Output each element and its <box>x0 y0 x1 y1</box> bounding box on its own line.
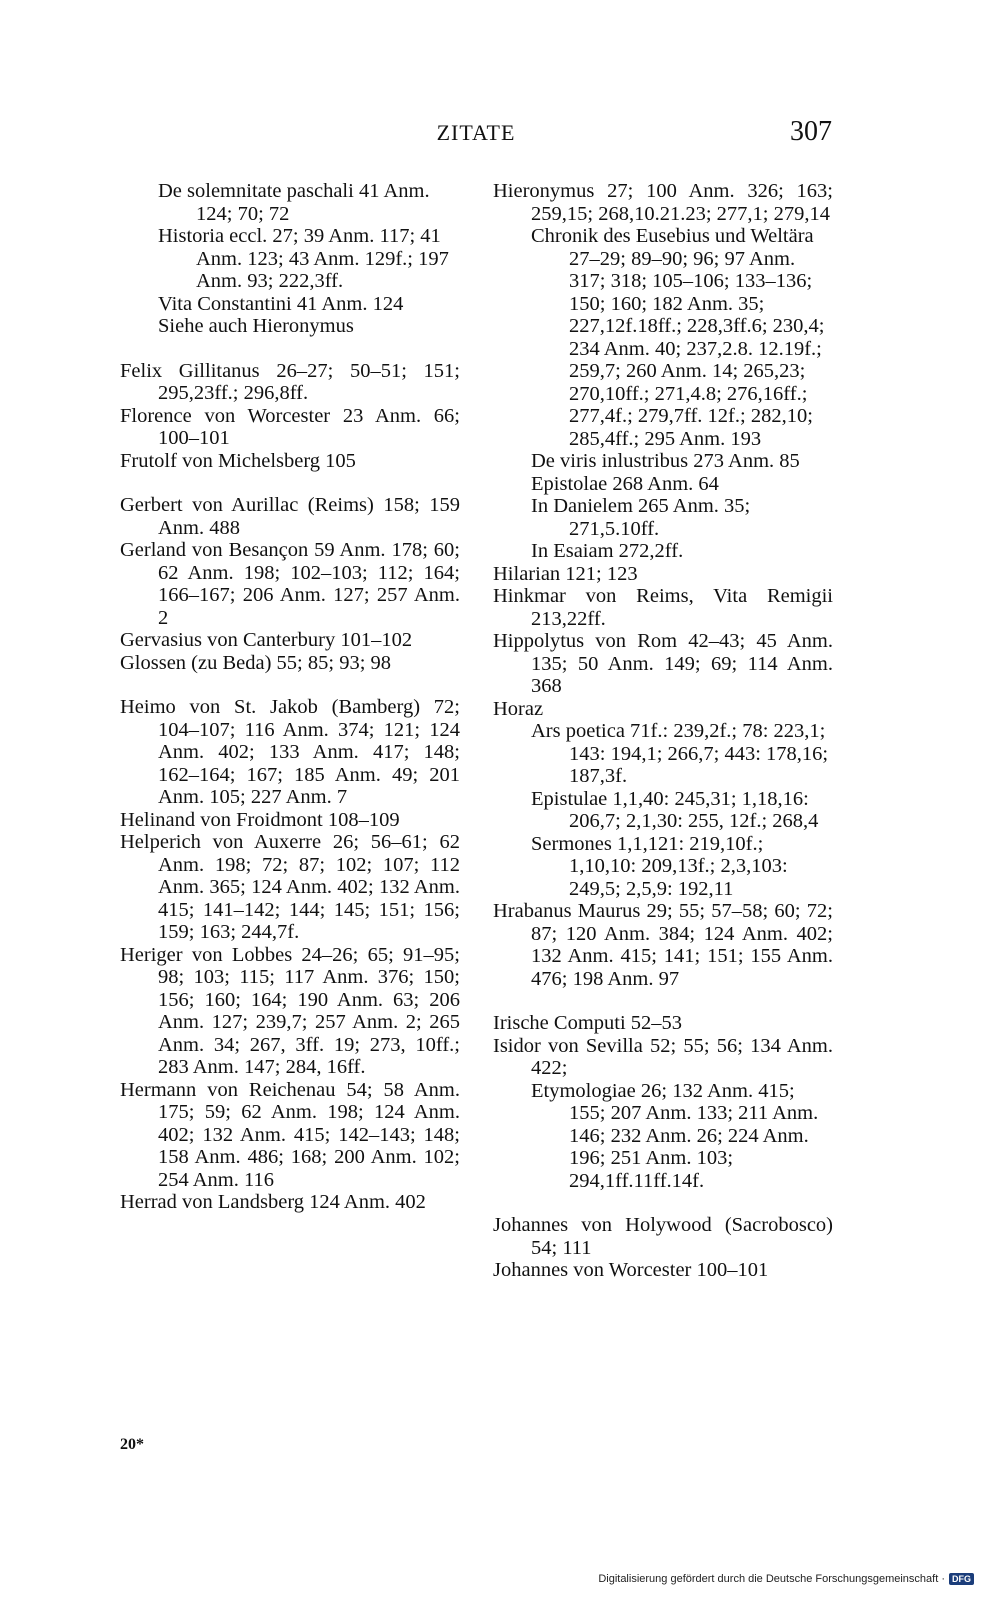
running-title: ZITATE <box>436 120 516 145</box>
index-entry: Hilarian 121; 123 <box>493 562 638 585</box>
entry-spacer <box>120 472 460 494</box>
index-entry: Gervasius von Canterbury 101–102 <box>120 629 413 651</box>
index-column-left <box>120 180 460 1214</box>
index-subentry-text: In Danielem 265 Anm. 35; 271,5.10ff. <box>531 495 751 540</box>
index-entry: Gerland von Besançon 59 Anm. 178; 60; 62 Anm. 198; 102–103; 112; 164; 166–167; 206 Anm. 127; 257 Anm. 2 <box>120 539 460 629</box>
index-subentry <box>493 720 833 788</box>
index-subentry-text: Historia eccl. 27; 39 Anm. 117; 41 Anm. 123; 43 Anm. 129f.; 197 Anm. 93; 222,3ff. <box>158 225 449 292</box>
index-subentry <box>493 225 833 450</box>
index-subentry <box>120 315 460 338</box>
index-subentry-text: Vita Constantini 41 Anm. 124 <box>158 292 404 315</box>
footer-text: Digitalisierung gefördert durch die Deutsche Forschungsgemeinschaft · <box>598 1573 945 1585</box>
index-subentry <box>120 293 460 316</box>
index-subentry-text: In Esaiam 272,2ff. <box>531 540 684 562</box>
index-entry: Florence von Worcester 23 Anm. 66; 100–101 <box>120 404 460 449</box>
entry-spacer <box>120 674 460 696</box>
index-entry: Herrad von Landsberg 124 Anm. 402 <box>120 1191 426 1213</box>
index-entry: Felix Gillitanus 26–27; 50–51; 151; 295,23ff.; 296,8ff. <box>120 359 460 404</box>
index-subentry-text: Sermones 1,1,121: 219,10f.; 1,10,10: 209,13f.; 2,3,103: 249,5; 2,5,9: 192,11 <box>531 832 788 900</box>
index-entry: Hrabanus Maurus 29; 55; 57–58; 60; 72; 87; 120 Anm. 384; 124 Anm. 402; 132 Anm. 415; 141; 151; 155 Anm. 476; 198 Anm. 97 <box>493 900 833 990</box>
index-entry: Glossen (zu Beda) 55; 85; 93; 98 <box>120 651 392 674</box>
dfg-logo: DFG <box>949 1573 974 1585</box>
index-subentry <box>493 1080 833 1193</box>
entry-spacer <box>120 338 460 360</box>
index-entry: Heriger von Lobbes 24–26; 65; 91–95; 98; 103; 115; 117 Anm. 376; 150; 156; 160; 164; 190 Anm. 63; 206 Anm. 127; 239,7; 257 Anm. 2; 265 Anm. 34; 267, 3ff. 19; 273, 10ff.; 283 Anm. 147; 284, 16ff. <box>120 943 460 1078</box>
index-entry: Hermann von Reichenau 54; 58 Anm. 175; 59; 62 Anm. 198; 124 Anm. 402; 132 Anm. 415; 142–143; 148; 158 Anm. 486; 168; 200 Anm. 102; 254 Anm. 116 <box>120 1078 460 1191</box>
digitization-footer <box>598 1573 974 1585</box>
index-subentry <box>493 833 833 901</box>
index-entry: Helperich von Auxerre 26; 56–61; 62 Anm. 198; 72; 87; 102; 107; 112 Anm. 365; 124 Anm. 402; 132 Anm. 415; 141–142; 144; 145; 151; 156; 159; 163; 244,7f. <box>120 831 460 943</box>
index-entry: Irische Computi 52–53 <box>493 1012 683 1034</box>
index-subentry <box>493 495 833 540</box>
index-subentry <box>493 450 833 473</box>
index-subentry <box>493 540 833 563</box>
entry-spacer <box>493 1192 833 1214</box>
index-subentry-text: Epistulae 1,1,40: 245,31; 1,18,16: 206,7; 2,1,30: 255, 12f.; 268,4 <box>531 787 819 832</box>
index-entry: Hippolytus von Rom 42–43; 45 Anm. 135; 50 Anm. 149; 69; 114 Anm. 368 <box>493 630 833 697</box>
index-subentry-text: Chronik des Eusebius und Weltära 27–29; 89–90; 96; 97 Anm. 317; 318; 105–106; 133–136; 150; 160; 182 Anm. 35; 227,12f.18ff.; 228,3ff.6; 230,4; 234 Anm. 40; 237,2.8. 12.19f.; 259,7; 260 Anm. 14; 265,23; 270,10ff.; 271,4.8; 276,16ff.; 277,4f.; 279,7ff. 12f.; 282,10; 285,4ff.; 295 Anm. 193 <box>531 225 825 450</box>
index-subentry-text: De solemnitate paschali 41 Anm. 124; 70; 72 <box>158 180 430 225</box>
index-entry: Johannes von Worcester 100–101 <box>493 1259 769 1281</box>
index-column-right <box>493 180 833 1282</box>
index-subentry <box>493 788 833 833</box>
index-subentry-text: Etymologiae 26; 132 Anm. 415; 155; 207 Anm. 133; 211 Anm. 146; 232 Anm. 26; 224 Anm. 196; 251 Anm. 103; 294,1ff.11ff.14f. <box>531 1079 819 1192</box>
page-header <box>120 114 832 154</box>
index-entry: Hinkmar von Reims, Vita Remigii 213,22ff. <box>493 585 833 630</box>
index-entry: Heimo von St. Jakob (Bamberg) 72; 104–107; 116 Anm. 374; 121; 124 Anm. 402; 133 Anm. 417; 148; 162–164; 167; 185 Anm. 49; 201 Anm. 105; 227 Anm. 7 <box>120 696 460 808</box>
page-number: 307 <box>790 116 832 147</box>
index-subentry-text: Epistolae 268 Anm. 64 <box>531 472 719 495</box>
index-entry: Isidor von Sevilla 52; 55; 56; 134 Anm. 422; <box>493 1034 833 1079</box>
index-entry: Helinand von Froidmont 108–109 <box>120 808 400 831</box>
index-subentry-text: De viris inlustribus 273 Anm. 85 <box>531 450 800 472</box>
index-entry: Horaz <box>493 697 544 720</box>
signature-mark: 20* <box>120 1436 144 1453</box>
index-subentry <box>120 180 460 225</box>
index-subentry-text: Siehe auch Hieronymus <box>158 315 354 337</box>
index-subentry <box>493 473 833 496</box>
index-subentry-text: Ars poetica 71f.: 239,2f.; 78: 223,1; 143: 194,1; 266,7; 443: 178,16; 187,3f. <box>531 720 829 787</box>
index-entry: Gerbert von Aurillac (Reims) 158; 159 Anm. 488 <box>120 494 460 539</box>
entry-spacer <box>493 990 833 1012</box>
index-entry: Frutolf von Michelsberg 105 <box>120 449 356 472</box>
index-entry: Johannes von Holywood (Sacrobosco) 54; 111 <box>493 1214 833 1259</box>
index-subentry <box>120 225 460 293</box>
index-entry: Hieronymus 27; 100 Anm. 326; 163; 259,15; 268,10.21.23; 277,1; 279,14 <box>493 180 833 225</box>
